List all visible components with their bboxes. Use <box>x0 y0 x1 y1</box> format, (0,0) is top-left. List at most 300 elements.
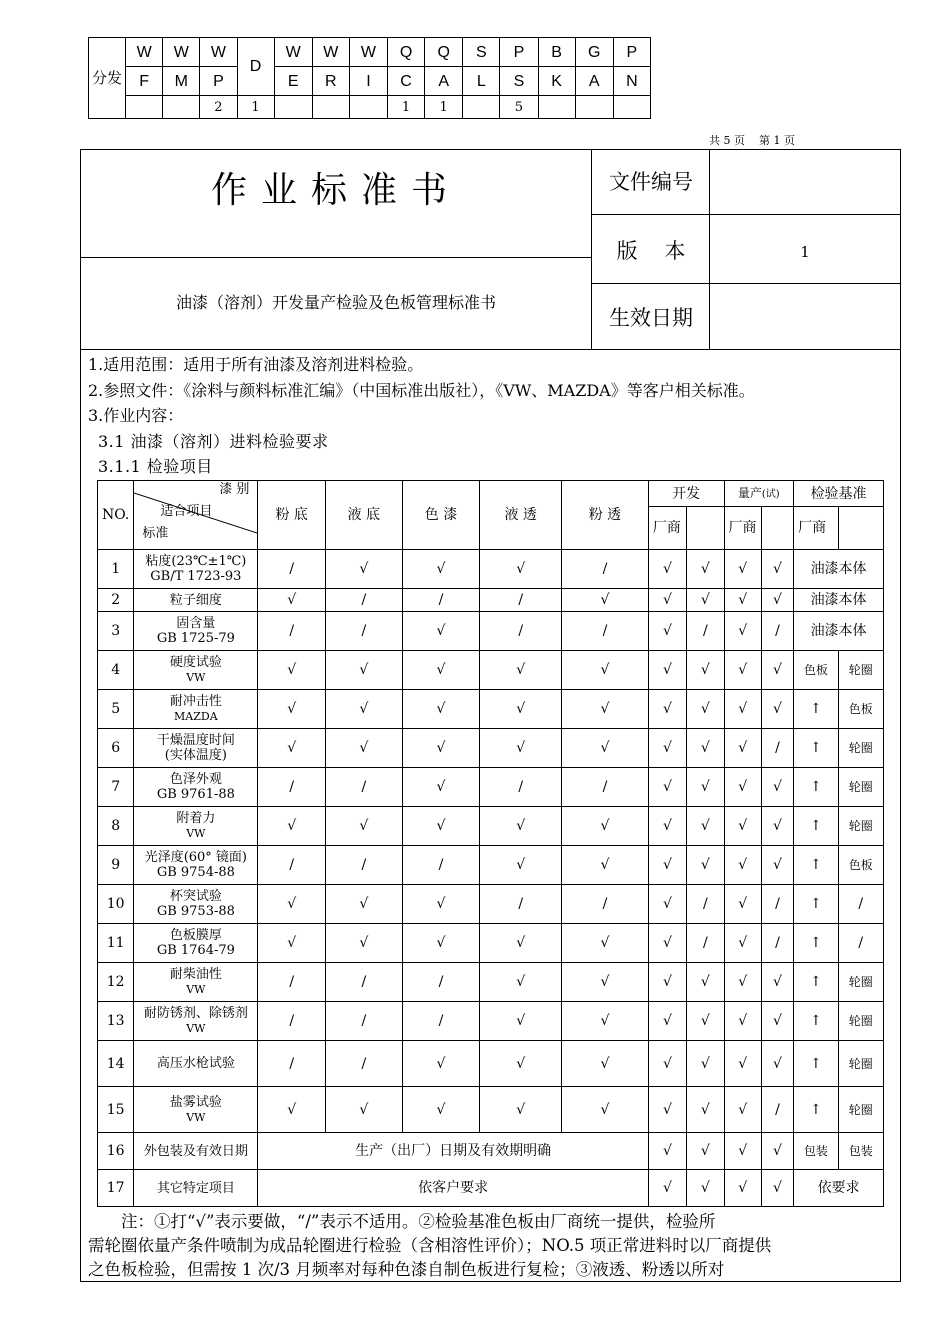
mass-mark: / <box>761 885 793 924</box>
type-mark: / <box>402 589 480 612</box>
basis-value: 油漆本体 <box>794 550 884 589</box>
item-name: 光泽度(60° 镜面) <box>144 850 248 865</box>
type-mark: √ <box>480 1002 562 1041</box>
item-standard: GB 1764-79 <box>156 943 235 958</box>
dev-mark: √ <box>687 963 724 1002</box>
dist-code: C <box>388 67 425 96</box>
item-standard: GB 1725-79 <box>156 631 235 646</box>
table-row <box>98 924 884 963</box>
type-mark: √ <box>326 885 403 924</box>
mass-mark: √ <box>724 1002 761 1041</box>
item-name: 盐雾试验 <box>169 1094 222 1110</box>
type-mark: √ <box>258 651 326 690</box>
dev-mark: / <box>687 885 724 924</box>
dev-mark: √ <box>648 1133 686 1170</box>
basis-value: 轮圈 <box>838 729 883 768</box>
mass-mark: / <box>761 924 793 963</box>
item-name: 附着力 <box>176 811 216 826</box>
col-header-no: NO. <box>98 481 134 550</box>
table-row <box>98 1133 884 1170</box>
dist-code: A <box>425 67 463 96</box>
item-name: 硬度试验 <box>169 655 222 670</box>
type-mark: / <box>258 963 326 1002</box>
dev-mark: √ <box>648 651 686 690</box>
basis-value: 轮圈 <box>838 807 883 846</box>
table-row <box>98 729 884 768</box>
type-mark: / <box>326 768 403 807</box>
basis-value: ↑ <box>794 924 838 963</box>
type-mark: √ <box>402 924 480 963</box>
dev-mark: √ <box>687 807 724 846</box>
row-number: 7 <box>98 768 134 807</box>
type-mark: √ <box>480 651 562 690</box>
dist-code: M <box>163 67 200 96</box>
version-value: 1 <box>800 243 810 261</box>
type-mark: √ <box>402 807 480 846</box>
item-standard: VW <box>186 827 206 840</box>
type-mark: / <box>326 846 403 885</box>
mass-mark: √ <box>761 651 793 690</box>
inspection-item: 其它特定项目 <box>134 1170 258 1207</box>
mass-mark: √ <box>761 807 793 846</box>
vendor-header: 厂商 <box>648 507 686 550</box>
basis-value: 油漆本体 <box>794 589 884 612</box>
type-mark: √ <box>326 550 403 589</box>
dev-mark: √ <box>648 1041 686 1087</box>
vendor-header: 厂商 <box>724 507 761 550</box>
table-row <box>98 885 884 924</box>
dev-mark: √ <box>648 589 686 612</box>
item-standard: GB 9753-88 <box>156 904 235 919</box>
reference-line: 2.参照文件：《涂料与颜料标准汇编》（中国标准出版社），《VW、MAZDA》等客户相关标准。 <box>88 380 755 400</box>
type-mark: / <box>258 612 326 651</box>
type-mark: √ <box>480 1087 562 1133</box>
mass-mark: √ <box>761 846 793 885</box>
diag-top-label: 漆 别 <box>219 482 250 497</box>
inspection-item: 外包装及有效日期 <box>134 1133 258 1170</box>
row-number: 13 <box>98 1002 134 1041</box>
inspection-item <box>134 729 258 768</box>
dev-mark: √ <box>687 1087 724 1133</box>
col-header-mass: 量产(试) <box>724 481 794 507</box>
dist-count <box>163 96 200 119</box>
mass-mark: √ <box>724 768 761 807</box>
item-name: 干燥温度时间 <box>156 733 235 748</box>
item-name: 耐冲击性 <box>169 694 222 709</box>
header-divider <box>80 257 592 258</box>
item-standard: VW <box>186 671 206 684</box>
type-mark: / <box>258 1002 326 1041</box>
doc-no-label: 文件编号 <box>609 170 693 194</box>
mass-mark: √ <box>724 589 761 612</box>
basis-value: 轮圈 <box>838 651 883 690</box>
row-number: 10 <box>98 885 134 924</box>
dev-mark: √ <box>687 550 724 589</box>
diag-bottom-label: 标准 <box>142 526 169 541</box>
basis-value: 包装 <box>794 1133 838 1170</box>
mass-mark: √ <box>724 1041 761 1087</box>
item-name: 色板膜厚 <box>169 928 222 943</box>
type-mark: √ <box>480 690 562 729</box>
basis-value: 轮圈 <box>838 963 883 1002</box>
effective-date-label: 生效日期 <box>609 306 693 330</box>
table-row <box>98 768 884 807</box>
table-row <box>98 1170 884 1207</box>
basis-value: ↑ <box>794 1087 838 1133</box>
row-number: 16 <box>98 1133 134 1170</box>
mass-mark: √ <box>724 924 761 963</box>
mass-mark: √ <box>724 807 761 846</box>
dev-mark: √ <box>648 963 686 1002</box>
dist-code: P <box>200 67 237 96</box>
dist-code: S <box>500 67 538 96</box>
basis-value: 轮圈 <box>838 768 883 807</box>
mass-mark: √ <box>761 1002 793 1041</box>
document-subtitle: 油漆（溶剂）开发量产检验及色板管理标准书 <box>175 293 496 312</box>
type-mark: / <box>326 1041 403 1087</box>
type-mark: / <box>258 768 326 807</box>
type-mark: √ <box>402 768 480 807</box>
dist-count: 2 <box>200 96 237 119</box>
row-number: 3 <box>98 612 134 651</box>
work-content-line: 3.作业内容： <box>88 406 184 425</box>
dev-mark: √ <box>648 1002 686 1041</box>
mass-mark: √ <box>724 651 761 690</box>
item-standard: GB/T 1723-93 <box>150 569 242 584</box>
dev-mark: / <box>687 924 724 963</box>
dist-count <box>274 96 312 119</box>
dev-mark: √ <box>687 729 724 768</box>
basis-value: ↑ <box>794 963 838 1002</box>
dist-code: E <box>274 67 312 96</box>
dist-code: Q <box>425 38 463 67</box>
mass-mark: / <box>761 1087 793 1133</box>
dist-count <box>538 96 575 119</box>
dev-mark: √ <box>687 651 724 690</box>
table-row <box>98 690 884 729</box>
dev-mark: √ <box>648 729 686 768</box>
type-mark: √ <box>562 807 649 846</box>
inspection-item <box>134 589 258 612</box>
mass-mark: / <box>761 612 793 651</box>
type-mark: √ <box>326 807 403 846</box>
col-header-type: 液 透 <box>480 481 562 550</box>
dist-code: P <box>613 38 650 67</box>
row-number: 1 <box>98 550 134 589</box>
dev-mark: √ <box>648 612 686 651</box>
type-mark: √ <box>326 1087 403 1133</box>
type-mark: √ <box>402 729 480 768</box>
item-name: 固含量 <box>176 616 216 631</box>
type-mark: √ <box>258 729 326 768</box>
item-name: 耐柴油性 <box>169 967 222 982</box>
merged-requirement: 依客户要求 <box>258 1170 648 1207</box>
basis-value: ↑ <box>794 807 838 846</box>
item-name: 粒子细度 <box>169 592 222 608</box>
row-number: 2 <box>98 589 134 612</box>
document-title: 作业标准书 <box>210 170 461 211</box>
type-mark: √ <box>258 924 326 963</box>
type-mark: √ <box>402 1087 480 1133</box>
inspection-item <box>134 1002 258 1041</box>
type-mark: √ <box>562 963 649 1002</box>
col-header-diagonal <box>134 481 258 550</box>
dist-count <box>312 96 349 119</box>
dev-mark: √ <box>687 1041 724 1087</box>
mass-mark: √ <box>724 1133 761 1170</box>
dev-mark: √ <box>648 690 686 729</box>
dev-mark: √ <box>687 690 724 729</box>
item-standard: VW <box>186 1022 206 1035</box>
dist-code: I <box>349 67 387 96</box>
dist-code: B <box>538 38 575 67</box>
basis-value: / <box>838 885 883 924</box>
type-mark: / <box>326 1002 403 1041</box>
type-mark: / <box>562 612 649 651</box>
dist-count <box>126 96 163 119</box>
mass-mark: √ <box>724 612 761 651</box>
dist-code: W <box>349 38 387 67</box>
col-header-dev: 开发 <box>648 481 724 507</box>
diag-mid-label: 适合项目 <box>160 504 213 519</box>
type-mark: / <box>402 963 480 1002</box>
table-row <box>98 651 884 690</box>
type-mark: √ <box>258 885 326 924</box>
vendor-header-blank <box>761 507 793 550</box>
type-mark: / <box>326 963 403 1002</box>
mass-mark: √ <box>761 1133 793 1170</box>
inspection-item <box>134 807 258 846</box>
row-number: 9 <box>98 846 134 885</box>
type-mark: √ <box>402 690 480 729</box>
basis-value: / <box>838 924 883 963</box>
inspection-item <box>134 963 258 1002</box>
dist-code: F <box>126 67 163 96</box>
type-mark: √ <box>480 846 562 885</box>
dist-count: 1 <box>388 96 425 119</box>
type-mark: / <box>326 589 403 612</box>
row-number: 11 <box>98 924 134 963</box>
version-label: 版 本 <box>616 239 686 263</box>
vendor-header-blank <box>838 507 883 550</box>
mass-mark: / <box>761 729 793 768</box>
type-mark: √ <box>326 729 403 768</box>
basis-value: 轮圈 <box>838 1041 883 1087</box>
row-number: 12 <box>98 963 134 1002</box>
dev-mark: √ <box>648 768 686 807</box>
type-mark: √ <box>480 963 562 1002</box>
type-mark: √ <box>326 690 403 729</box>
dist-code: W <box>312 38 349 67</box>
inspection-item <box>134 550 258 589</box>
dev-mark: √ <box>687 1170 724 1207</box>
table-row <box>98 963 884 1002</box>
header-divider <box>80 349 901 350</box>
type-mark: √ <box>402 550 480 589</box>
dev-mark: √ <box>687 768 724 807</box>
dev-mark: √ <box>648 846 686 885</box>
mass-mark: √ <box>724 1170 761 1207</box>
dist-code: K <box>538 67 575 96</box>
mass-mark: √ <box>724 729 761 768</box>
table-row <box>98 1087 884 1133</box>
type-mark: √ <box>562 589 649 612</box>
dist-code: S <box>463 38 500 67</box>
row-number: 5 <box>98 690 134 729</box>
type-mark: √ <box>480 729 562 768</box>
distribution-table <box>88 37 651 119</box>
type-mark: / <box>562 885 649 924</box>
table-row <box>98 807 884 846</box>
dev-mark: √ <box>648 550 686 589</box>
type-mark: √ <box>562 729 649 768</box>
type-mark: / <box>480 589 562 612</box>
inspection-item <box>134 690 258 729</box>
type-mark: √ <box>562 924 649 963</box>
col-header-type: 色 漆 <box>402 481 480 550</box>
type-mark: / <box>562 550 649 589</box>
mass-mark: √ <box>761 550 793 589</box>
item-standard: GB 9754-88 <box>156 865 235 880</box>
item-name: 高压水枪试验 <box>156 1056 235 1071</box>
page-info: 共 5 页 第 1 页 <box>709 134 795 147</box>
mass-mark: √ <box>724 963 761 1002</box>
row-number: 17 <box>98 1170 134 1207</box>
type-mark: √ <box>402 651 480 690</box>
inspection-item <box>134 885 258 924</box>
header-divider <box>591 283 901 284</box>
dist-code: A <box>575 67 613 96</box>
dist-count: 1 <box>237 96 274 119</box>
type-mark: / <box>480 768 562 807</box>
section-heading: 3.1 油漆（溶剂）进料检验要求 <box>98 431 329 451</box>
dist-code: Q <box>388 38 425 67</box>
type-mark: √ <box>562 846 649 885</box>
header-divider <box>591 214 901 215</box>
mass-mark: √ <box>761 1041 793 1087</box>
type-mark: √ <box>402 612 480 651</box>
dev-mark: √ <box>648 885 686 924</box>
basis-value: 包装 <box>838 1133 883 1170</box>
basis-value: ↑ <box>794 768 838 807</box>
inspection-item <box>134 768 258 807</box>
dist-count <box>613 96 650 119</box>
mass-mark: √ <box>724 1087 761 1133</box>
type-mark: / <box>562 768 649 807</box>
item-standard: GB 9761-88 <box>156 787 235 802</box>
col-header-type: 粉 透 <box>562 481 649 550</box>
type-mark: √ <box>480 924 562 963</box>
type-mark: / <box>258 550 326 589</box>
type-mark: / <box>258 846 326 885</box>
table-row <box>98 589 884 612</box>
row-number: 6 <box>98 729 134 768</box>
type-mark: / <box>402 1002 480 1041</box>
mass-mark: √ <box>724 885 761 924</box>
basis-value: 轮圈 <box>838 1002 883 1041</box>
note-line: 注：①打“√”表示要做，“/”表示不适用。②检验基准色板由厂商统一提供，检验所 <box>121 1212 716 1231</box>
type-mark: √ <box>562 690 649 729</box>
type-mark: √ <box>562 1041 649 1087</box>
dist-code: D <box>237 38 274 96</box>
dist-code: W <box>126 38 163 67</box>
row-number: 4 <box>98 651 134 690</box>
type-mark: √ <box>480 807 562 846</box>
type-mark: √ <box>258 690 326 729</box>
item-standard: VW <box>186 1110 206 1124</box>
basis-value: ↑ <box>794 1002 838 1041</box>
section-heading: 3.1.1 检验项目 <box>98 457 213 476</box>
basis-value: 油漆本体 <box>794 612 884 651</box>
table-row <box>98 550 884 589</box>
basis-value: ↑ <box>794 846 838 885</box>
row-number: 8 <box>98 807 134 846</box>
dist-count: 5 <box>500 96 538 119</box>
dist-code: W <box>200 38 237 67</box>
dist-code: W <box>274 38 312 67</box>
col-header-type: 粉 底 <box>258 481 326 550</box>
item-name: 粘度(23℃±1℃) <box>145 554 247 569</box>
dist-code: L <box>463 67 500 96</box>
item-name: 杯突试验 <box>169 889 222 904</box>
dev-mark: √ <box>648 924 686 963</box>
type-mark: √ <box>480 1041 562 1087</box>
merged-requirement: 生产（出厂）日期及有效期明确 <box>258 1133 648 1170</box>
type-mark: √ <box>326 924 403 963</box>
mass-mark: √ <box>761 963 793 1002</box>
row-number: 14 <box>98 1041 134 1087</box>
type-mark: √ <box>480 550 562 589</box>
table-row <box>98 1041 884 1087</box>
type-mark: √ <box>258 1087 326 1133</box>
vendor-header: 厂商 <box>794 507 838 550</box>
basis-value: ↑ <box>794 729 838 768</box>
note-line: 需轮圈依量产条件喷制为成品轮圈进行检验（含相溶性评价）；NO.5 项正常进料时以厂商提供 <box>88 1236 772 1255</box>
note-line: 之色板检验，但需按 1 次/3 月频率对每种色漆自制色板进行复检；③液透、粉透以所对 <box>88 1260 725 1279</box>
mass-mark: √ <box>761 768 793 807</box>
mass-mark: √ <box>761 1170 793 1207</box>
content-section <box>88 352 888 480</box>
type-mark: / <box>402 846 480 885</box>
inspection-item <box>134 924 258 963</box>
scope-line: 1.适用范围：适用于所有油漆及溶剂进料检验。 <box>88 355 424 374</box>
inspection-item <box>134 1087 258 1133</box>
dist-code: W <box>163 38 200 67</box>
dev-mark: √ <box>648 1087 686 1133</box>
row-number: 15 <box>98 1087 134 1133</box>
inspection-item <box>134 846 258 885</box>
dev-mark: √ <box>687 589 724 612</box>
inspection-item <box>134 651 258 690</box>
mass-mark: √ <box>724 846 761 885</box>
item-name: 色泽外观 <box>169 772 222 787</box>
inspection-table <box>97 480 884 1207</box>
col-header-type: 液 底 <box>326 481 403 550</box>
dev-mark: √ <box>648 807 686 846</box>
item-name: 耐防锈剂、除锈剂 <box>143 1006 248 1021</box>
dist-count <box>463 96 500 119</box>
mass-mark: √ <box>724 550 761 589</box>
distribution-label: 分发 <box>89 38 126 119</box>
type-mark: √ <box>562 1002 649 1041</box>
dev-mark: √ <box>687 846 724 885</box>
type-mark: / <box>480 885 562 924</box>
dev-mark: √ <box>687 1002 724 1041</box>
col-header-basis: 检验基准 <box>794 481 884 507</box>
table-row <box>98 846 884 885</box>
basis-value: 依要求 <box>794 1170 884 1207</box>
type-mark: √ <box>562 651 649 690</box>
